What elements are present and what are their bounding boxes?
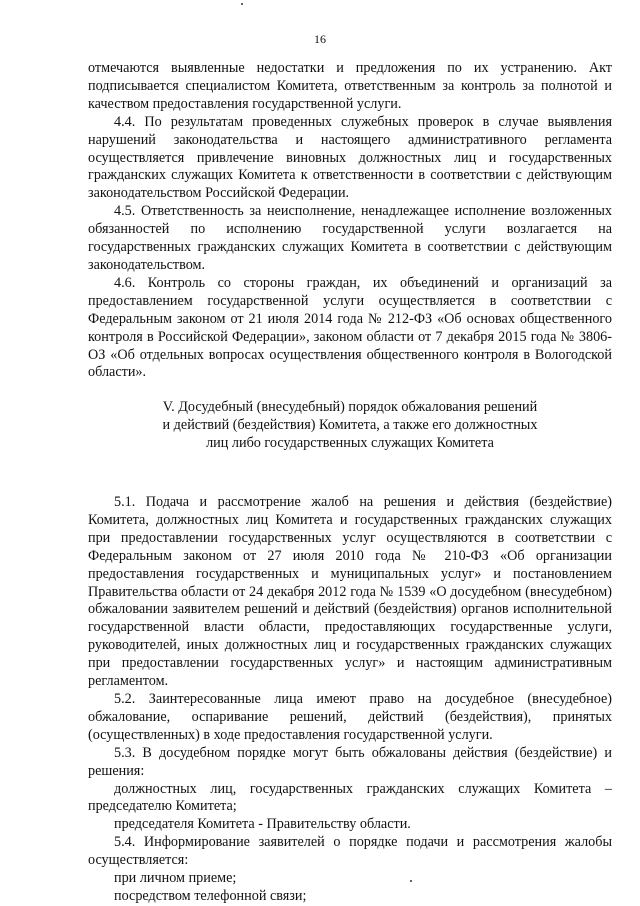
section-heading xyxy=(88,399,612,453)
section-heading-line-3: лиц либо государственных служащих Комитета xyxy=(206,435,494,452)
list-item-chairman: председателя Комитета - Правительству области. xyxy=(114,816,411,833)
paragraph-4-4: 4.4. По результатам проведенных служебных проверок в случае выявления нарушений законодательства и настоящего административного регламента осуществляется привлечение виновных должностных лиц и государственных гражданских служащих Комитета к ответственности в соответствии с действующим законодательством Российской Федерации. xyxy=(88,113,612,202)
section-heading-line-2: и действий (бездействия) Комитета, а также его должностных xyxy=(162,417,538,434)
paragraph-5-2: 5.2. Заинтересованные лица имеют право на досудебное (внесудебное) обжалование, оспаривание решений, действий (бездействия), принятых (осуществленных) в ходе предоставления государственной услуги. xyxy=(88,691,612,743)
paragraph-5-4: 5.4. Информирование заявителей о порядке подачи и рассмотрения жалобы осуществляется: xyxy=(88,834,612,869)
list-item-personal-reception: при личном приеме; xyxy=(114,870,237,887)
document-body xyxy=(88,60,612,906)
page-number: 16 xyxy=(314,32,326,46)
paragraph-act-continuation: отмечаются выявленные недостатки и предложения по их устранению. Акт подписывается специалистом Комитета, ответственным за контроль за полнотой и качеством предоставления государственной услуги. xyxy=(88,60,612,112)
list-item-officials: должностных лиц, государственных гражданских служащих Комитета – председателю Комитета; xyxy=(88,780,612,815)
scan-speck xyxy=(241,3,243,5)
section-spacer xyxy=(88,453,612,494)
section-heading-line-1: V. Досудебный (внесудебный) порядок обжалования решений xyxy=(162,399,538,416)
paragraph-4-6: 4.6. Контроль со стороны граждан, их объединений и организаций за предоставлением государственной услуги осуществляется в соответствии с Федеральным законом от 21 июля 2014 года № 212-ФЗ «Об основах общественного контроля в Российской Федерации», законом области от 7 декабря 2015 года № 3806-ОЗ «Об отдельных вопросах осуществления общественного контроля в Вологодской области». xyxy=(88,274,612,381)
paragraph-4-5: 4.5. Ответственность за неисполнение, ненадлежащее исполнение возложенных обязанностей по исполнению государственной услуги возлагается на государственных гражданских служащих Комитета в соответствии с действующим законодательством. xyxy=(88,203,612,273)
paragraph-5-3: 5.3. В досудебном порядке могут быть обжалованы действия (бездействие) и решения: xyxy=(88,744,612,779)
paragraph-5-1: 5.1. Подача и рассмотрение жалоб на решения и действия (бездействие) Комитета, должностных лиц Комитета и государственных гражданских служащих при предоставлении государственных услуг осуществляются в соответствии с Федеральным законом от 27 июля 2010 года № 210-ФЗ «Об организации предоставления государственных и муниципальных услуг» и постановлением Правительства области от 24 декабря 2012 года № 1539 «О досудебном (внесудебном) обжаловании заявителем решений и действий (бездействия) органов исполнительной государственной власти области, предоставляющих государственные услуги, руководителей, иных должностных лиц и государственных гражданских служащих при предоставлении государственных услуг» и настоящим административным регламентом. xyxy=(88,494,612,690)
list-item-telephone: посредством телефонной связи; xyxy=(114,887,307,904)
scan-speck xyxy=(410,880,412,882)
